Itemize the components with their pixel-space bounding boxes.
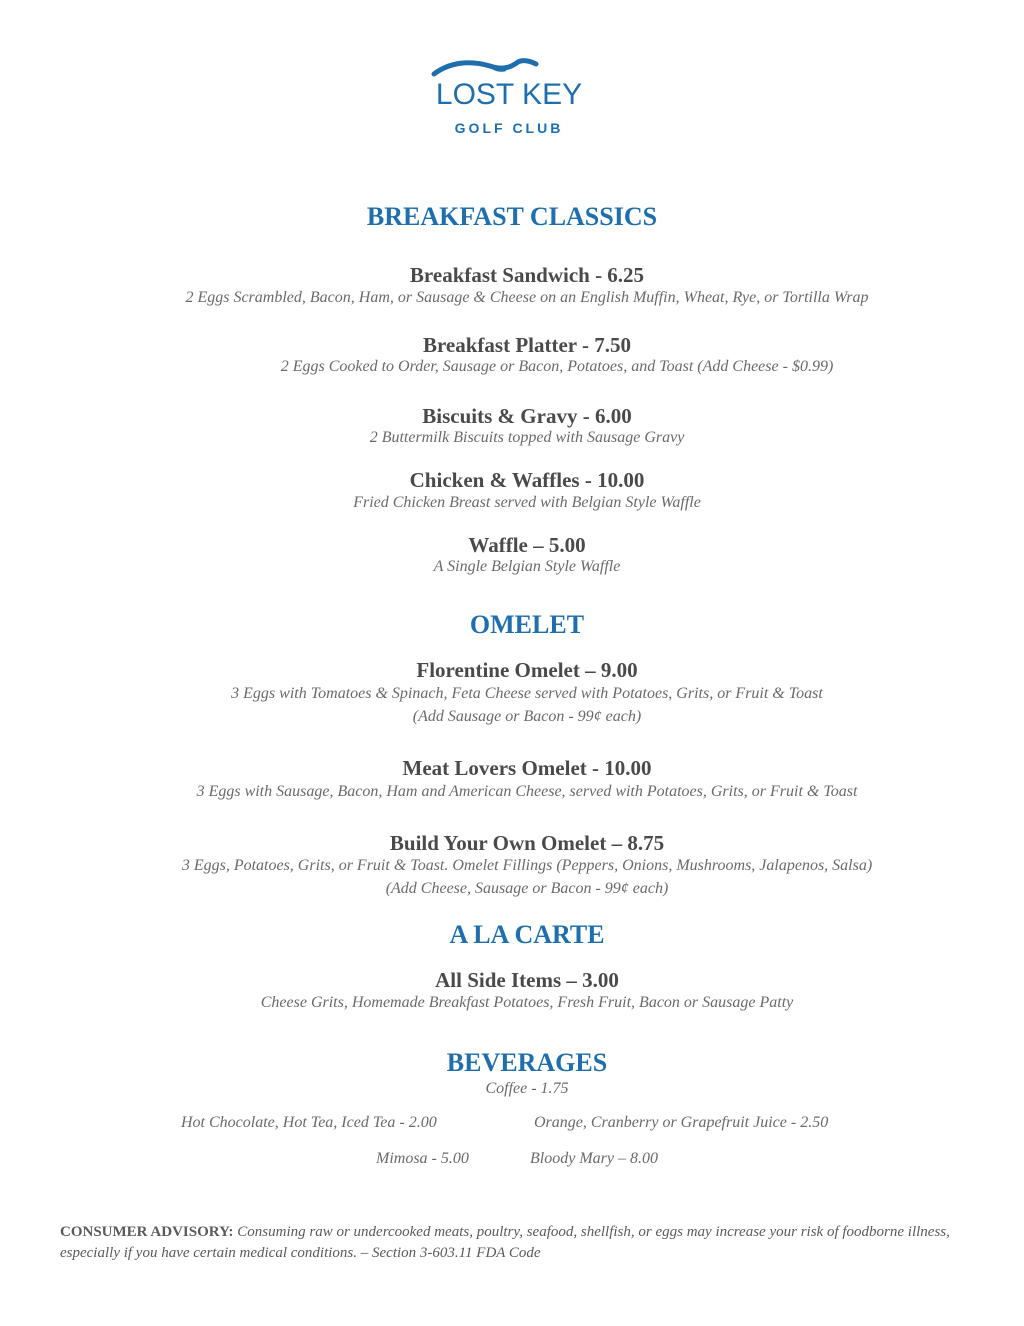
item-title: Meat Lovers Omelet - 10.00 (402, 756, 652, 780)
item-description: 3 Eggs, Potatoes, Grits, or Fruit & Toast. Omelet Fillings (Peppers, Onions, Mushrooms, Jalapenos, Salsa) (181, 857, 873, 874)
item-description: 2 Eggs Scrambled, Bacon, Ham, or Sausage & Cheese on an English Muffin, Wheat, Rye, or Tortilla Wrap (185, 289, 869, 306)
beverage-juice: Orange, Cranberry or Grapefruit Juice - 2.50 (534, 1114, 829, 1131)
beverage-bloody-mary: Bloody Mary – 8.00 (530, 1150, 658, 1167)
beverage-coffee: Coffee - 1.75 (485, 1080, 569, 1097)
item-title: Waffle – 5.00 (468, 533, 586, 557)
item-description: A Single Belgian Style Waffle (433, 558, 621, 575)
beverage-hot-drinks: Hot Chocolate, Hot Tea, Iced Tea - 2.00 (181, 1114, 437, 1131)
logo-subtitle: GOLF CLUB (454, 120, 564, 136)
item-description: 3 Eggs with Tomatoes & Spinach, Feta Cheese served with Potatoes, Grits, or Fruit & Toast (231, 685, 823, 702)
item-description-note: (Add Cheese, Sausage or Bacon - 99¢ each) (385, 880, 669, 897)
advisory-label: CONSUMER ADVISORY: (60, 1224, 234, 1240)
logo-wave-icon (430, 58, 540, 80)
item-title: Breakfast Sandwich - 6.25 (409, 263, 645, 287)
item-description: 2 Eggs Cooked to Order, Sausage or Bacon, Potatoes, and Toast (Add Cheese - $0.99) (280, 358, 834, 375)
club-logo (424, 58, 594, 142)
item-description: Cheese Grits, Homemade Breakfast Potatoes, Fresh Fruit, Bacon or Sausage Patty (260, 994, 794, 1011)
item-title: Build Your Own Omelet – 8.75 (389, 831, 665, 855)
section-title-beverages: BEVERAGES (446, 1048, 608, 1077)
section-title-omelet: OMELET (469, 610, 585, 639)
item-title: All Side Items – 3.00 (435, 968, 619, 992)
item-title: Florentine Omelet – 9.00 (416, 658, 638, 682)
item-description: Fried Chicken Breast served with Belgian Style Waffle (353, 494, 701, 511)
item-description: 2 Buttermilk Biscuits topped with Sausage Gravy (369, 429, 685, 446)
item-title: Breakfast Platter - 7.50 (422, 333, 631, 357)
item-title: Chicken & Waffles - 10.00 (409, 468, 645, 492)
item-description: 3 Eggs with Sausage, Bacon, Ham and American Cheese, served with Potatoes, Grits, or Fruit & Toast (196, 783, 858, 800)
item-title: Biscuits & Gravy - 6.00 (422, 404, 632, 428)
beverage-mimosa: Mimosa - 5.00 (376, 1150, 469, 1167)
advisory-text: Consuming raw or undercooked meats, poultry, seafood, shellfish, or eggs may increase your risk of foodborne illness, especially if you have certain medical conditions. – Section 3-603.11 FDA Code (60, 1224, 950, 1261)
item-description-note: (Add Sausage or Bacon - 99¢ each) (412, 708, 642, 725)
section-title-a-la-carte: A LA CARTE (449, 920, 605, 949)
logo-name: LOST KEY (435, 78, 583, 111)
section-title-breakfast: BREAKFAST CLASSICS (366, 202, 658, 231)
consumer-advisory (60, 1222, 960, 1264)
